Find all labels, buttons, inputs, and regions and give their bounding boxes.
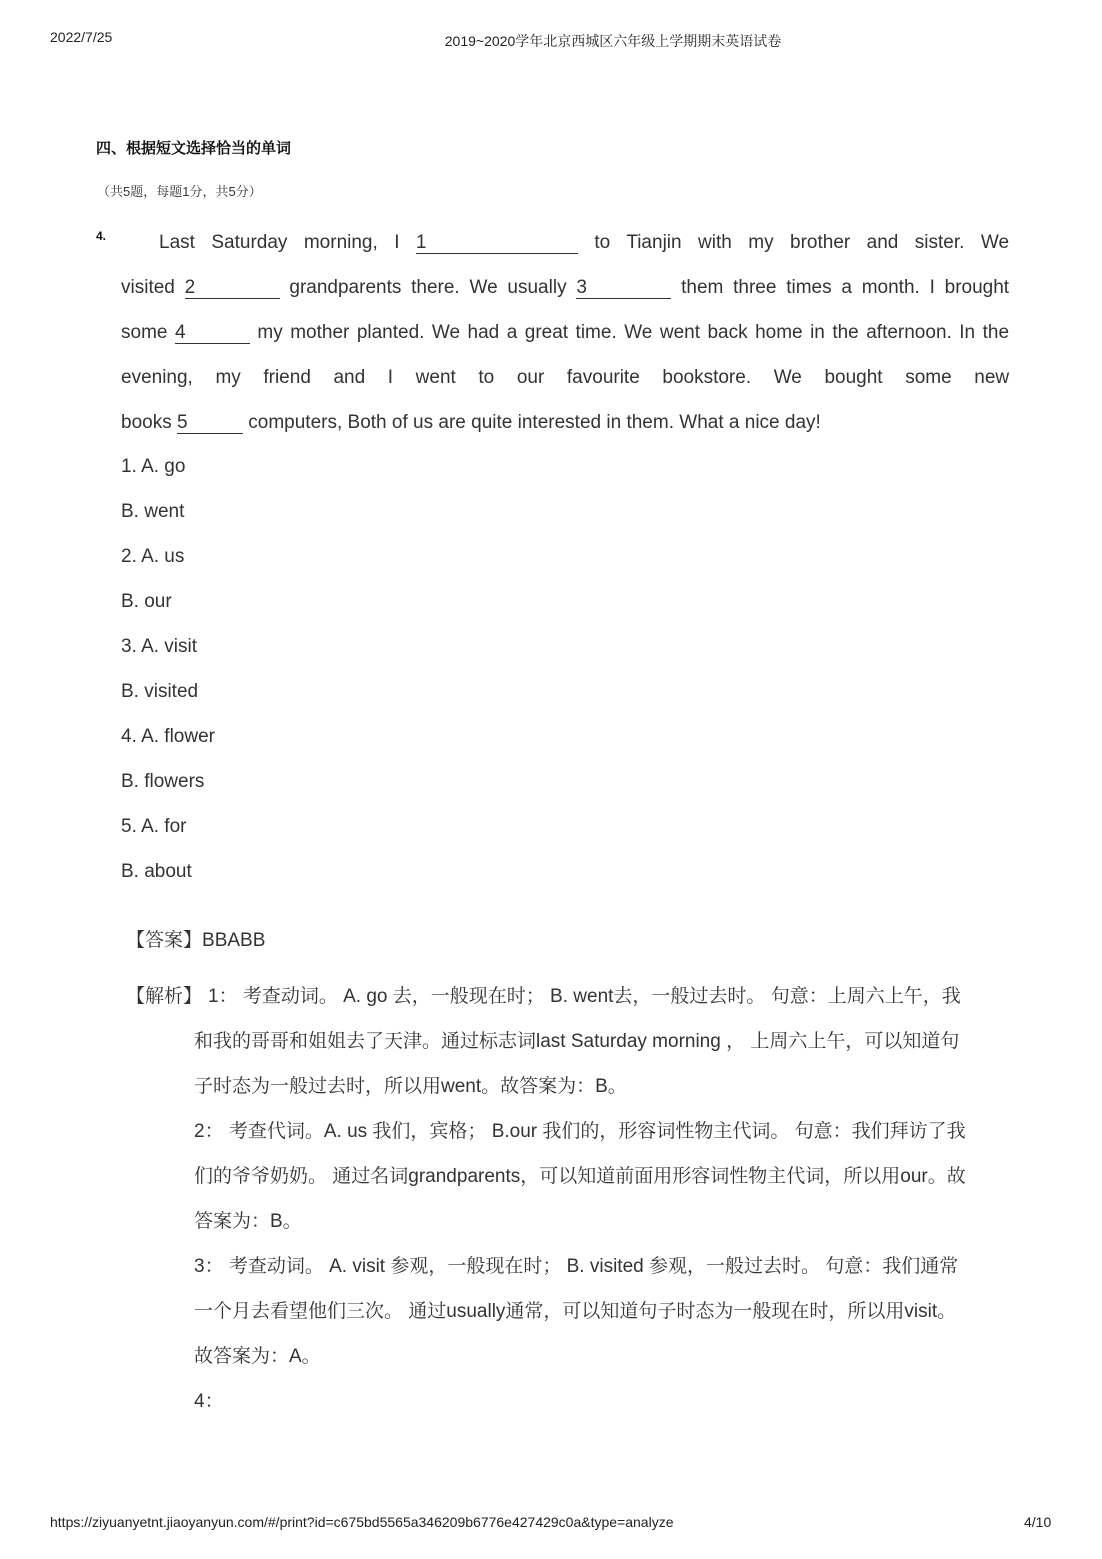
option-item[interactable]: 5. A. for bbox=[121, 816, 187, 837]
analysis-line: 子时态为一般过去时，所以用went。故答案为：B。 bbox=[194, 1076, 627, 1097]
option-item[interactable]: 4. A. flower bbox=[121, 726, 215, 747]
passage-word: in bbox=[810, 322, 825, 343]
analysis-line: 4： bbox=[194, 1391, 224, 1412]
document-title: 2019~2020学年北京西城区六年级上学期期末英语试卷 bbox=[444, 33, 782, 49]
passage-word: times bbox=[786, 277, 832, 298]
passage-word: bought bbox=[824, 367, 883, 388]
passage-word: We bbox=[431, 322, 461, 343]
passage-word: Tianjin bbox=[626, 232, 682, 253]
section-title: 四、根据短文选择恰当的单词 bbox=[96, 140, 292, 157]
passage-word: new bbox=[974, 367, 1010, 388]
passage-word: grandparents bbox=[289, 277, 402, 298]
cloze-passage bbox=[121, 220, 1009, 445]
passage-word: went bbox=[659, 322, 700, 343]
passage-word: favourite bbox=[566, 367, 640, 388]
analysis-line: 一个月去看望他们三次。 通过usually通常，可以知道句子时态为一般现在时，所以用visit。 bbox=[194, 1301, 957, 1322]
passage-word: In bbox=[959, 322, 976, 343]
passage-word: Last bbox=[159, 232, 195, 253]
option-item[interactable]: B. flowers bbox=[121, 771, 205, 792]
passage-word: my bbox=[257, 322, 283, 343]
passage-word: brother bbox=[790, 232, 851, 253]
passage-word: brought bbox=[944, 277, 1010, 298]
print-date: 2022/7/25 bbox=[50, 29, 113, 45]
answer-label: 【答案】 bbox=[126, 930, 203, 951]
passage-word: three bbox=[733, 277, 777, 298]
option-item[interactable]: B. about bbox=[121, 861, 192, 882]
passage-word: computers, bbox=[248, 412, 343, 433]
passage-word: What bbox=[679, 412, 724, 433]
passage-word: my bbox=[215, 367, 241, 388]
page-number: 4/10 bbox=[1024, 1514, 1052, 1530]
passage-word: We bbox=[773, 367, 802, 388]
passage-word: I bbox=[929, 277, 935, 298]
passage-word: them. bbox=[626, 412, 674, 433]
passage-word: day! bbox=[784, 412, 821, 433]
passage-word: planted. bbox=[356, 322, 425, 343]
passage-line bbox=[121, 400, 1009, 445]
blank-5[interactable]: 5 bbox=[177, 412, 243, 434]
option-item[interactable]: 1. A. go bbox=[121, 456, 186, 477]
passage-word: Both bbox=[347, 412, 387, 433]
analysis-line: 2： 考查代词。A. us 我们，宾格； B.our 我们的，形容词性物主代词。 句意：我们拜访了我 bbox=[194, 1121, 966, 1142]
analysis-line: 和我的哥哥和姐姐去了天津。通过标志词last Saturday morning ， 上周六上午，可以知道句 bbox=[194, 1031, 960, 1052]
analysis-line: 们的爷爷奶奶。 通过名词grandparents，可以知道前面用形容词性物主代词，所以用our。故 bbox=[194, 1166, 966, 1187]
passage-word: We bbox=[624, 322, 653, 343]
passage-word: back bbox=[707, 322, 748, 343]
passage-word: quite bbox=[471, 412, 513, 433]
passage-word: a bbox=[728, 412, 740, 433]
passage-word: friend bbox=[263, 367, 311, 388]
analysis-line: 故答案为：A。 bbox=[194, 1346, 321, 1367]
passage-word: We bbox=[980, 232, 1010, 253]
passage-word: a bbox=[506, 322, 518, 343]
passage-word: my bbox=[748, 232, 774, 253]
passage-word: to bbox=[478, 367, 495, 388]
option-item[interactable]: 2. A. us bbox=[121, 546, 185, 567]
passage-word: went bbox=[415, 367, 456, 388]
passage-word: some bbox=[121, 322, 168, 343]
passage-word: home bbox=[755, 322, 803, 343]
passage-word: are bbox=[438, 412, 466, 433]
passage-word: time. bbox=[575, 322, 617, 343]
passage-word: great bbox=[524, 322, 569, 343]
passage-line bbox=[121, 355, 1009, 400]
passage-word: with bbox=[698, 232, 732, 253]
passage-line bbox=[121, 310, 1009, 355]
passage-word: some bbox=[905, 367, 952, 388]
passage-word: sister. bbox=[914, 232, 965, 253]
passage-word: month. bbox=[861, 277, 920, 298]
blank-1[interactable]: 1 bbox=[416, 232, 578, 254]
option-item[interactable]: B. went bbox=[121, 501, 185, 522]
passage-word: usually bbox=[507, 277, 567, 298]
passage-word: morning, bbox=[303, 232, 378, 253]
passage-word: interested bbox=[517, 412, 602, 433]
footer-url: https://ziyuanyetnt.jiaoyanyun.com/#/print?id=c675bd5565a346209b6776e427429c0a&type=analyze bbox=[50, 1514, 674, 1530]
answer-value: BBABB bbox=[202, 930, 266, 951]
passage-word: evening, bbox=[121, 367, 193, 388]
analysis-label: 【解析】 bbox=[126, 986, 203, 1007]
passage-word: the bbox=[832, 322, 859, 343]
passage-word: a bbox=[841, 277, 852, 298]
passage-word: We bbox=[469, 277, 498, 298]
passage-word: there. bbox=[411, 277, 460, 298]
question-number: 4. bbox=[96, 229, 107, 243]
blank-3[interactable]: 3 bbox=[576, 277, 671, 299]
blank-2[interactable]: 2 bbox=[185, 277, 280, 299]
answer-row bbox=[126, 925, 265, 952]
option-item[interactable]: B. our bbox=[121, 591, 172, 612]
passage-word: to bbox=[594, 232, 611, 253]
passage-word: had bbox=[467, 322, 500, 343]
passage-word: afternoon. bbox=[866, 322, 952, 343]
passage-word: nice bbox=[744, 412, 780, 433]
passage-word: the bbox=[982, 322, 1010, 343]
passage-word: and bbox=[333, 367, 366, 388]
blank-4[interactable]: 4 bbox=[175, 322, 250, 344]
option-item[interactable]: 3. A. visit bbox=[121, 636, 198, 657]
passage-line bbox=[121, 220, 1009, 265]
passage-word: in bbox=[606, 412, 622, 433]
passage-word: I bbox=[387, 367, 394, 388]
option-item[interactable]: B. visited bbox=[121, 681, 199, 702]
passage-word: books bbox=[121, 412, 172, 433]
passage-word: bookstore. bbox=[662, 367, 752, 388]
passage-word: and bbox=[866, 232, 899, 253]
passage-word: our bbox=[516, 367, 545, 388]
passage-word: us bbox=[413, 412, 434, 433]
passage-line bbox=[121, 265, 1009, 310]
section-note: （共5题，每题1分，共5分） bbox=[97, 184, 262, 199]
passage-word: visited bbox=[121, 277, 175, 298]
analysis-line: 1： 考查动词。 A. go 去，一般现在时； B. went去，一般过去时。 句意：上周六上午，我 bbox=[208, 986, 961, 1007]
passage-word: of bbox=[391, 412, 408, 433]
passage-word: Saturday bbox=[211, 232, 288, 253]
passage-word: I bbox=[394, 232, 400, 253]
passage-word: mother bbox=[290, 322, 350, 343]
passage-word: them bbox=[681, 277, 724, 298]
analysis-line: 3： 考查动词。 A. visit 参观，一般现在时； B. visited 参观，一般过去时。 句意：我们通常 bbox=[194, 1256, 959, 1277]
analysis-line: 答案为：B。 bbox=[194, 1211, 302, 1232]
